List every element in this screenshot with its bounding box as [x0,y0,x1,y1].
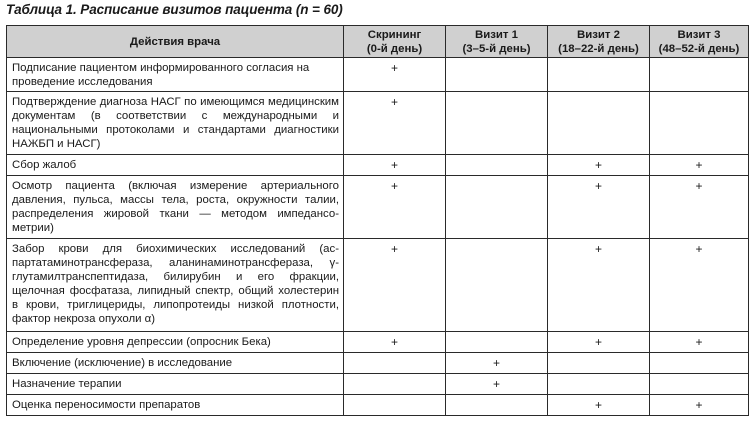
mark-visit-3 [650,58,749,92]
header-row [7,26,749,58]
mark-screening [344,353,446,374]
mark-visit-1 [446,395,548,416]
table-row [7,332,749,353]
mark-screening: + [344,58,446,92]
mark-visit-2: + [548,395,650,416]
row-action: Подписание пациентом информированного согласия на проведение исследования [7,58,344,92]
header-screening [344,26,446,58]
mark-visit-1 [446,92,548,155]
mark-visit-2: + [548,176,650,239]
table-caption: Таблица 1. Расписание визитов пациента (n = 60) [6,2,343,17]
table-row [7,395,749,416]
mark-screening [344,395,446,416]
header-actions-title: Действия врача [129,35,221,48]
table-row [7,353,749,374]
table-row [7,58,749,92]
mark-screening: + [344,176,446,239]
header-visit-2 [548,26,650,58]
header-visit-1 [446,26,548,58]
row-action: Назначение терапии [7,374,344,395]
mark-visit-3: + [650,332,749,353]
table-row [7,374,749,395]
mark-visit-2: + [548,332,650,353]
header-visit-3-sub: (48–52-й день) [658,42,740,55]
mark-screening: + [344,155,446,176]
header-screening-sub: (0-й день) [366,42,423,55]
mark-visit-1: + [446,374,548,395]
mark-visit-3: + [650,395,749,416]
mark-visit-2 [548,353,650,374]
row-action: Подтверждение диагноза НАСГ по имеющимся медицинским документам (в соответствии с международными и национальными протоколами и стандартами диагностики НАЖБП и НАСГ) [7,92,344,155]
mark-screening: + [344,332,446,353]
header-visit-2-title: Визит 2 [577,28,620,41]
mark-visit-1 [446,239,548,332]
mark-visit-2 [548,58,650,92]
mark-visit-2: + [548,239,650,332]
mark-visit-1: + [446,353,548,374]
mark-visit-3 [650,92,749,155]
row-action: Включение (исключение) в исследование [7,353,344,374]
mark-visit-3: + [650,176,749,239]
table-row [7,176,749,239]
row-action: Осмотр пациента (включая измерение артериального давления, пульса, массы тела, роста, окружности талии, распределения жировой ткани — методом импедансометрии) [7,176,344,239]
mark-visit-3: + [650,239,749,332]
header-visit-1-title: Визит 1 [475,28,518,41]
mark-visit-2 [548,374,650,395]
table-row [7,239,749,332]
mark-screening: + [344,239,446,332]
header-screening-title: Скрининг [367,28,422,41]
mark-visit-1 [446,155,548,176]
mark-visit-3: + [650,155,749,176]
header-visit-2-sub: (18–22-й день) [558,42,639,55]
mark-screening [344,374,446,395]
row-action: Оценка переносимости препаратов [7,395,344,416]
mark-visit-1 [446,332,548,353]
row-action: Забор крови для биохимических исследований (аспартатаминотрансфераза, аланинаминотрансфераза, γ-глутамилтранспептидаза, билирубин и его фракции, щелочная фосфатаза, липидный спектр, общий холестерин в крови, триглицериды, липопротеиды низкой плотности, фактор некроза опухоли α) [7,239,344,332]
mark-visit-1 [446,176,548,239]
row-action: Сбор жалоб [7,155,344,176]
header-visit-3-title: Визит 3 [677,28,721,41]
table-row [7,155,749,176]
mark-visit-1 [446,58,548,92]
mark-visit-2 [548,92,650,155]
mark-screening: + [344,92,446,155]
header-visit-3 [650,26,749,58]
mark-visit-2: + [548,155,650,176]
mark-visit-3 [650,353,749,374]
header-visit-1-sub: (3–5-й день) [462,42,531,55]
table-row [7,92,749,155]
mark-visit-3 [650,374,749,395]
header-actions [7,26,344,58]
visit-schedule-table [6,25,749,416]
row-action: Определение уровня депрессии (опросник Бека) [7,332,344,353]
